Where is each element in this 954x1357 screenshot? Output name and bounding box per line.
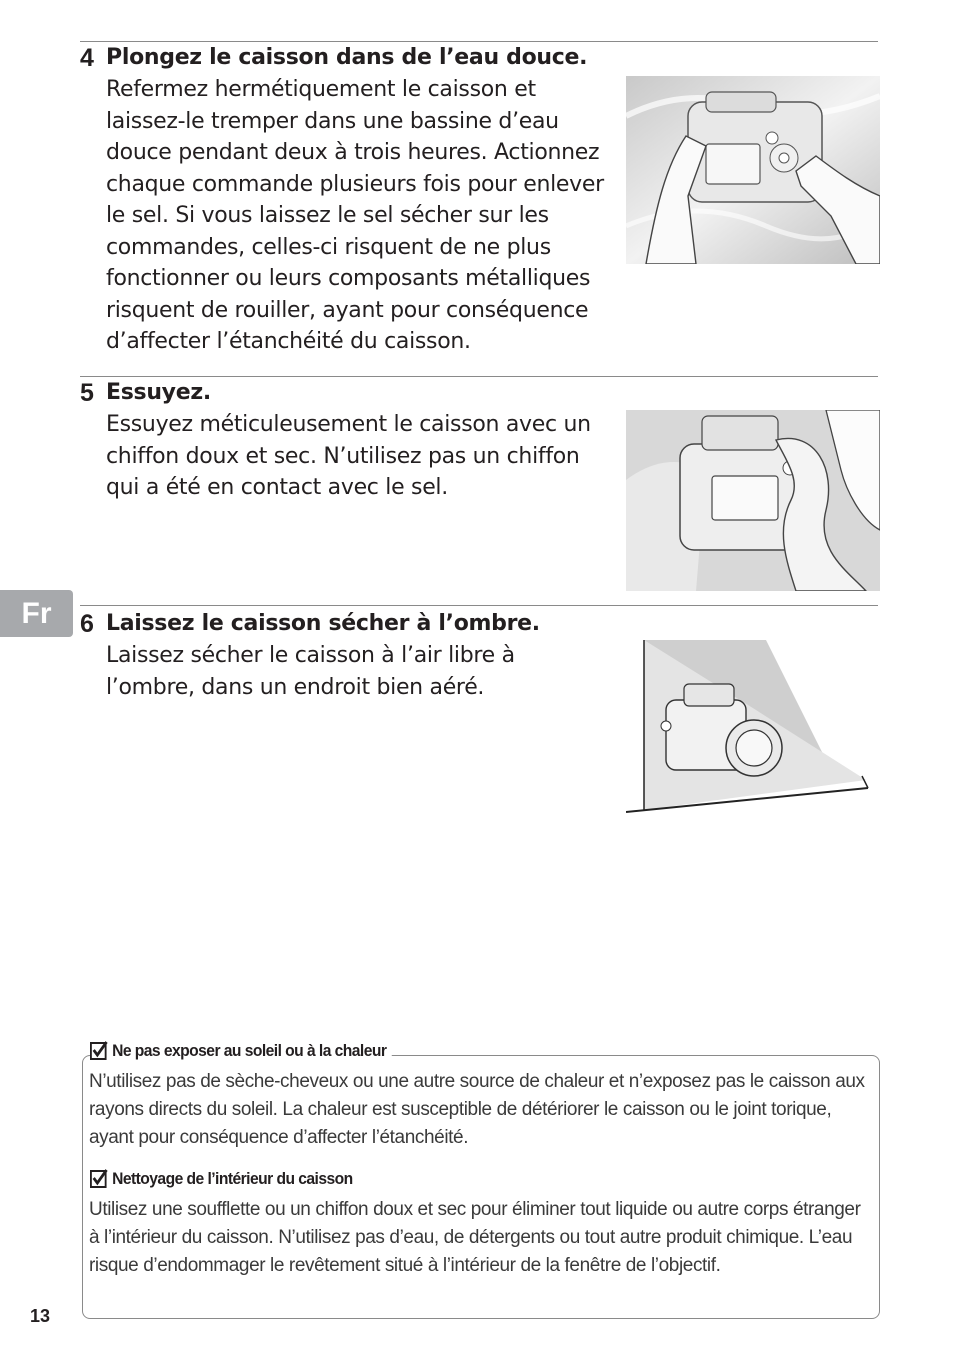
check-icon: [90, 1169, 108, 1189]
note-1-body: N’utilisez pas de sèche-cheveux ou une autre source de chaleur et n’exposez pas le caisson aux rayons directs du soleil. La chaleur est susceptible de détériorer le caisson ou le joint torique, ayant pour conséquence d’affecter l’étanchéité.: [89, 1071, 865, 1148]
note-1-title-text: Ne pas exposer au soleil ou à la chaleur: [112, 1041, 387, 1060]
step-4: [106, 42, 616, 358]
note-2-title: [90, 1169, 358, 1189]
note-1-title: [90, 1041, 392, 1061]
language-tab: Fr: [0, 590, 73, 637]
step-6-illustration: [626, 640, 871, 815]
step-5-title: Essuyez.: [106, 380, 211, 405]
step-5-number: 5: [80, 379, 94, 407]
step-6-top-rule: [80, 605, 878, 606]
step-4-number: 4: [80, 44, 94, 72]
note-2-title-text: Nettoyage de l’intérieur du caisson: [112, 1169, 353, 1188]
step-6-number: 6: [80, 610, 94, 638]
step-5: [106, 377, 616, 504]
page-number: 13: [30, 1306, 51, 1326]
step-5-illustration: [626, 410, 880, 591]
step-6-body: Laissez sécher le caisson à l’air libre à l’ombre, dans un endroit bien aéré.: [106, 643, 515, 700]
note-2-body: Utilisez une soufflette ou un chiffon doux et sec pour éliminer tout liquide ou autre corps étranger à l’intérieur du caisson. N’utilisez pas d’eau, de détergents ou tout autre produit chimique. L’eau risque d’endommager le revêtement situé à l’intérieur de la fenêtre de l’objectif.: [89, 1199, 861, 1276]
step-5-body: Essuyez méticuleusement le caisson avec un chiffon doux et sec. N’utilisez pas un chiffon qui a été en contact avec le sel.: [106, 412, 591, 500]
step-4-illustration: [626, 76, 880, 264]
step-4-title: Plongez le caisson dans de l’eau douce.: [106, 45, 588, 70]
step-6: [106, 608, 616, 703]
step-6-title: Laissez le caisson sécher à l’ombre.: [106, 611, 540, 636]
check-icon: [90, 1041, 108, 1061]
step-4-body: Refermez hermétiquement le caisson et laissez-le tremper dans une bassine d’eau douce pendant deux à trois heures. Actionnez chaque commande plusieurs fois pour enlever le sel. Si vous laissez le sel sécher sur les commandes, celles-ci risquent de ne plus fonctionner ou leurs composants métalliques risquent de rouiller, ayant pour conséquence d’affecter l’étanchéité du caisson.: [106, 77, 604, 354]
